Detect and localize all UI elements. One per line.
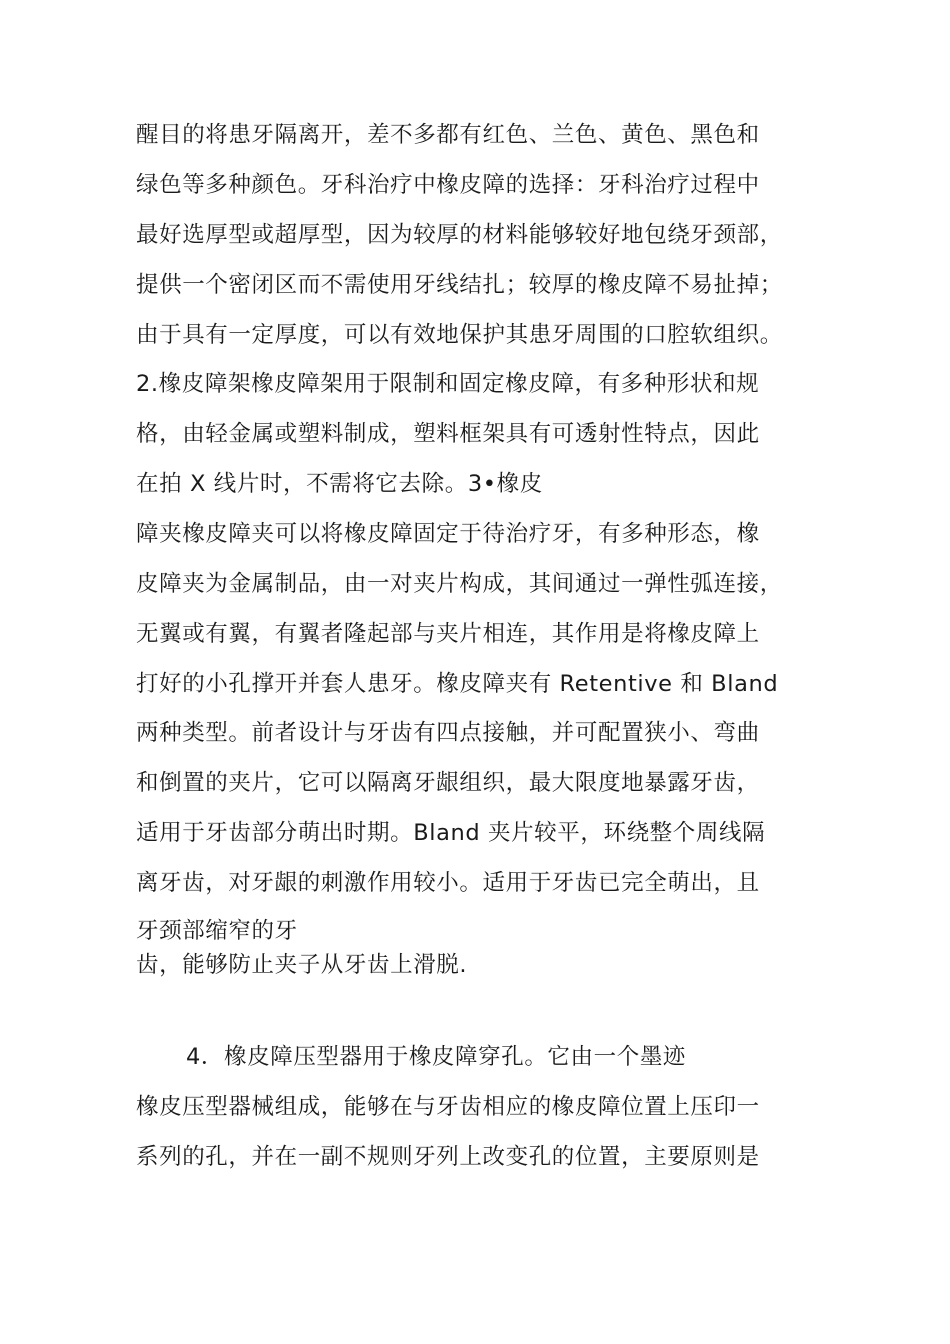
text-line: 最好选厚型或超厚型，因为较厚的材料能够较好地包绕牙颈部， bbox=[136, 222, 783, 248]
text-line: 适用于牙齿部分萌出时期。Bland 夹片较平，环绕整个周线隔 bbox=[136, 820, 766, 846]
text-line: 2.橡皮障架橡皮障架用于限制和固定橡皮障，有多种形状和规 bbox=[136, 371, 760, 397]
text-line: 格，由轻金属或塑料制成，塑料框架具有可透射性特点，因此 bbox=[136, 421, 760, 447]
text-line: 提供一个密闭区而不需使用牙线结扎；较厚的橡皮障不易扯掉； bbox=[136, 272, 783, 298]
text-line: 两种类型。前者设计与牙齿有四点接触，并可配置狭小、弯曲 bbox=[136, 720, 760, 746]
text-line: 齿，能够防止夹子从牙齿上滑脱. bbox=[136, 952, 468, 978]
text-line: 橡皮压型器械组成，能够在与牙齿相应的橡皮障位置上压印一 bbox=[136, 1094, 760, 1120]
text-line: 由于具有一定厚度，可以有效地保护其患牙周围的口腔软组织。 bbox=[136, 322, 783, 348]
text-line: 系列的孔，并在一副不规则牙列上改变孔的位置，主要原则是 bbox=[136, 1144, 760, 1170]
text-line: 离牙齿，对牙龈的刺激作用较小。适用于牙齿已完全萌出，且 bbox=[136, 870, 760, 896]
text-line: 绿色等多种颜色。牙科治疗中橡皮障的选择：牙科治疗过程中 bbox=[136, 172, 760, 198]
text-line: 和倒置的夹片，它可以隔离牙龈组织，最大限度地暴露牙齿， bbox=[136, 770, 760, 796]
text-line: 醒目的将患牙隔离开，差不多都有红色、兰色、黄色、黑色和 bbox=[136, 122, 760, 148]
text-line: 无翼或有翼，有翼者隆起部与夹片相连，其作用是将橡皮障上 bbox=[136, 621, 760, 647]
text-line: 在拍 X 线片时，不需将它去除。3•橡皮 bbox=[136, 471, 543, 497]
text-line-indented: 4．橡皮障压型器用于橡皮障穿孔。它由一个墨迹 bbox=[186, 1044, 687, 1070]
text-line: 皮障夹为金属制品，由一对夹片构成，其间通过一弹性弧连接， bbox=[136, 571, 783, 597]
text-line: 牙颈部缩窄的牙 bbox=[136, 918, 298, 944]
text-line: 打好的小孔撑开并套人患牙。橡皮障夹有 Retentive 和 Bland bbox=[136, 671, 779, 697]
text-line: 障夹橡皮障夹可以将橡皮障固定于待治疗牙，有多种形态，橡 bbox=[136, 521, 760, 547]
